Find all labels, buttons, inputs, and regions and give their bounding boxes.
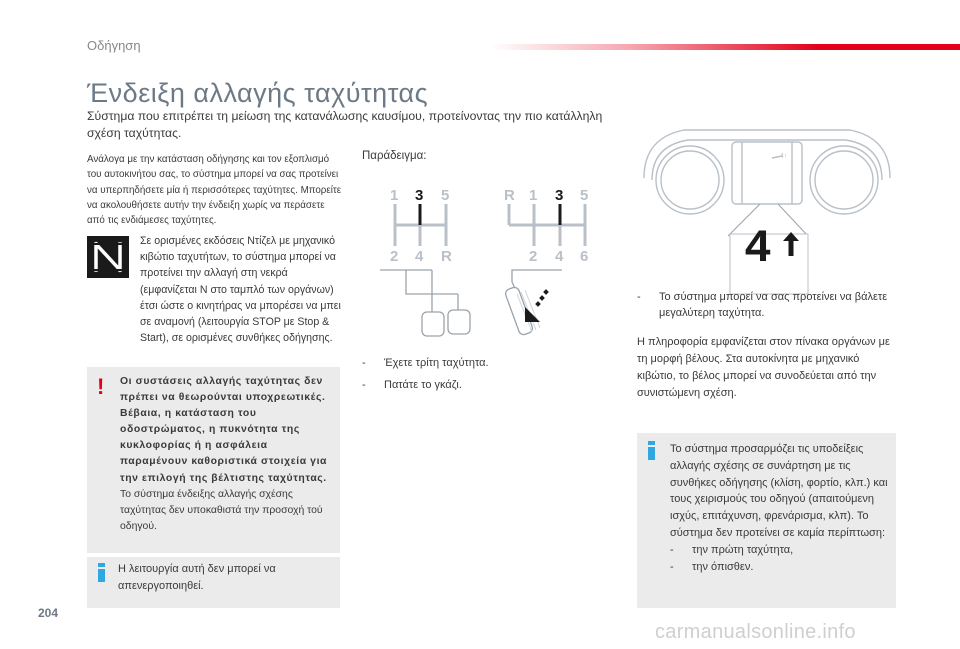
press-arrow-icon <box>525 289 549 322</box>
info-left-text: Η λειτουργία αυτή δεν μπορεί να απενεργοποιηθεί. <box>118 563 276 592</box>
arrow-up-icon <box>783 232 799 256</box>
step-item: - Έχετε τρίτη ταχύτητα. <box>362 357 489 369</box>
info-icon <box>98 563 105 582</box>
right-step: - Το σύστημα μπορεί να σας προτείνει να βάλετε μεγαλύτερη ταχύτητα. <box>637 291 888 319</box>
gearbox1-bottom-r: R <box>441 248 452 265</box>
page-title: Ένδειξη αλλαγής ταχύτητας <box>87 78 429 108</box>
gearbox2-bottom-2: 2 <box>529 248 538 265</box>
gearbox2-top-3: 3 <box>555 187 564 204</box>
pedals-icon <box>380 270 562 336</box>
neutral-note-text: Σε ορισμένες εκδόσεις Ντίζελ με μηχανικό κιβώτιο ταχυτήτων, το σύστημα μπορεί να προτείνει την αλλαγή στη νεκρά (εμφανίζεται N στο ταμπλό των οργάνων) έτσι ώστε ο κινητήρας να μπορέσει να μπει σε αναμονή (λειτουργία STOP με Stop & Start), σε ορισμένες συνθήκες οδήγησης. <box>140 235 341 345</box>
warning-normal-text: Το σύστημα ένδειξης αλλαγής σχέσης ταχύτητας δεν υποκαθιστά την προσοχή τού οδηγού. <box>120 488 323 532</box>
svg-text:4↑: 4↑ <box>780 153 788 160</box>
step-item: - Πατάτε το γκάζι. <box>362 379 462 391</box>
section-title: Οδήγηση <box>87 38 141 53</box>
gearbox1-top-3: 3 <box>415 187 424 204</box>
intro-text: Σύστημα που επιτρέπει τη μείωση της κατανάλωσης καυσίμου, προτείνοντας την πιο κατάλληλη σχέση ταχύτητας. <box>87 109 603 140</box>
gearbox-pedals-illustration <box>362 182 612 347</box>
warning-bold-text: Οι συστάσεις αλλαγής ταχύτητας δεν πρέπει να θεωρούνται υποχρεωτικές. Βέβαια, η κατάσταση του οδοστρώματος, η πυκνότητα της κυκλοφορίας ή η ασφάλεια παραμένουν καθοριστικά στοιχεία για την επιλογή της βέλτιστης ταχύτητας. <box>120 376 328 484</box>
gearbox1-bottom-2: 2 <box>390 248 399 265</box>
info-list-item: - την όπισθεν. <box>670 560 754 573</box>
info-right-text: Το σύστημα προσαρμόζει τις υποδείξεις αλλαγής σχέσης σε συνάρτηση με τις συνθήκες οδήγησης (κλίση, φορτίο, κλπ.) και τους χειρισμούς του οδηγού (απαιτούμενη ισχύς, επιτάχυνση, φρενάρισμα, κλπ). Το σύστημα δεν προτείνει σε καμία περίπτωση: - την πρώτη ταχύτητα, - την όπισθεν. <box>670 441 890 575</box>
gearbox2-top-1: 1 <box>529 187 538 204</box>
gearbox2-top-r: R <box>504 187 515 204</box>
gearbox1-top-5: 5 <box>441 187 450 204</box>
info-list-item: - την πρώτη ταχύτητα, <box>670 543 794 556</box>
right-paragraph: Η πληροφορία εμφανίζεται στον πίνακα οργάνων με τη μορφή βέλους. Στα αυτοκίνητα με μηχανικό κιβώτιο, το βέλος μπορεί να συνοδεύεται από την συνιστώμενη σχέση. <box>637 336 890 399</box>
warning-text <box>120 374 335 535</box>
watermark: carmanualsonline.info <box>655 621 856 643</box>
gearbox1-top-1: 1 <box>390 187 399 204</box>
display-gear-digit: 4 <box>744 223 772 275</box>
gearbox1-bottom-4: 4 <box>415 248 424 265</box>
page-number: 204 <box>38 606 59 620</box>
gearbox2-bottom-6: 6 <box>580 248 589 265</box>
left-paragraph: Ανάλογα με την κατάσταση οδήγησης και τον εξοπλισμό του αυτοκινήτου σας, το σύστημα μπορεί να σας προτείνει να υπερπηδήσετε μία ή περισσότερες ταχύτητες. Μπορείτε να ακολουθήσετε αυτήν την ένδειξη χωρίς να περάσετε από τις ενδιάμεσες ταχύτητες. <box>87 154 342 227</box>
example-label: Παράδειγμα: <box>362 150 427 162</box>
neutral-n-icon <box>87 236 129 278</box>
info-icon <box>648 441 655 460</box>
header-accent-bar <box>490 44 960 50</box>
exclamation-icon: ! <box>97 374 105 399</box>
gearbox2-top-5: 5 <box>580 187 589 204</box>
example-steps <box>362 355 622 393</box>
gearbox2-bottom-4: 4 <box>555 248 564 265</box>
